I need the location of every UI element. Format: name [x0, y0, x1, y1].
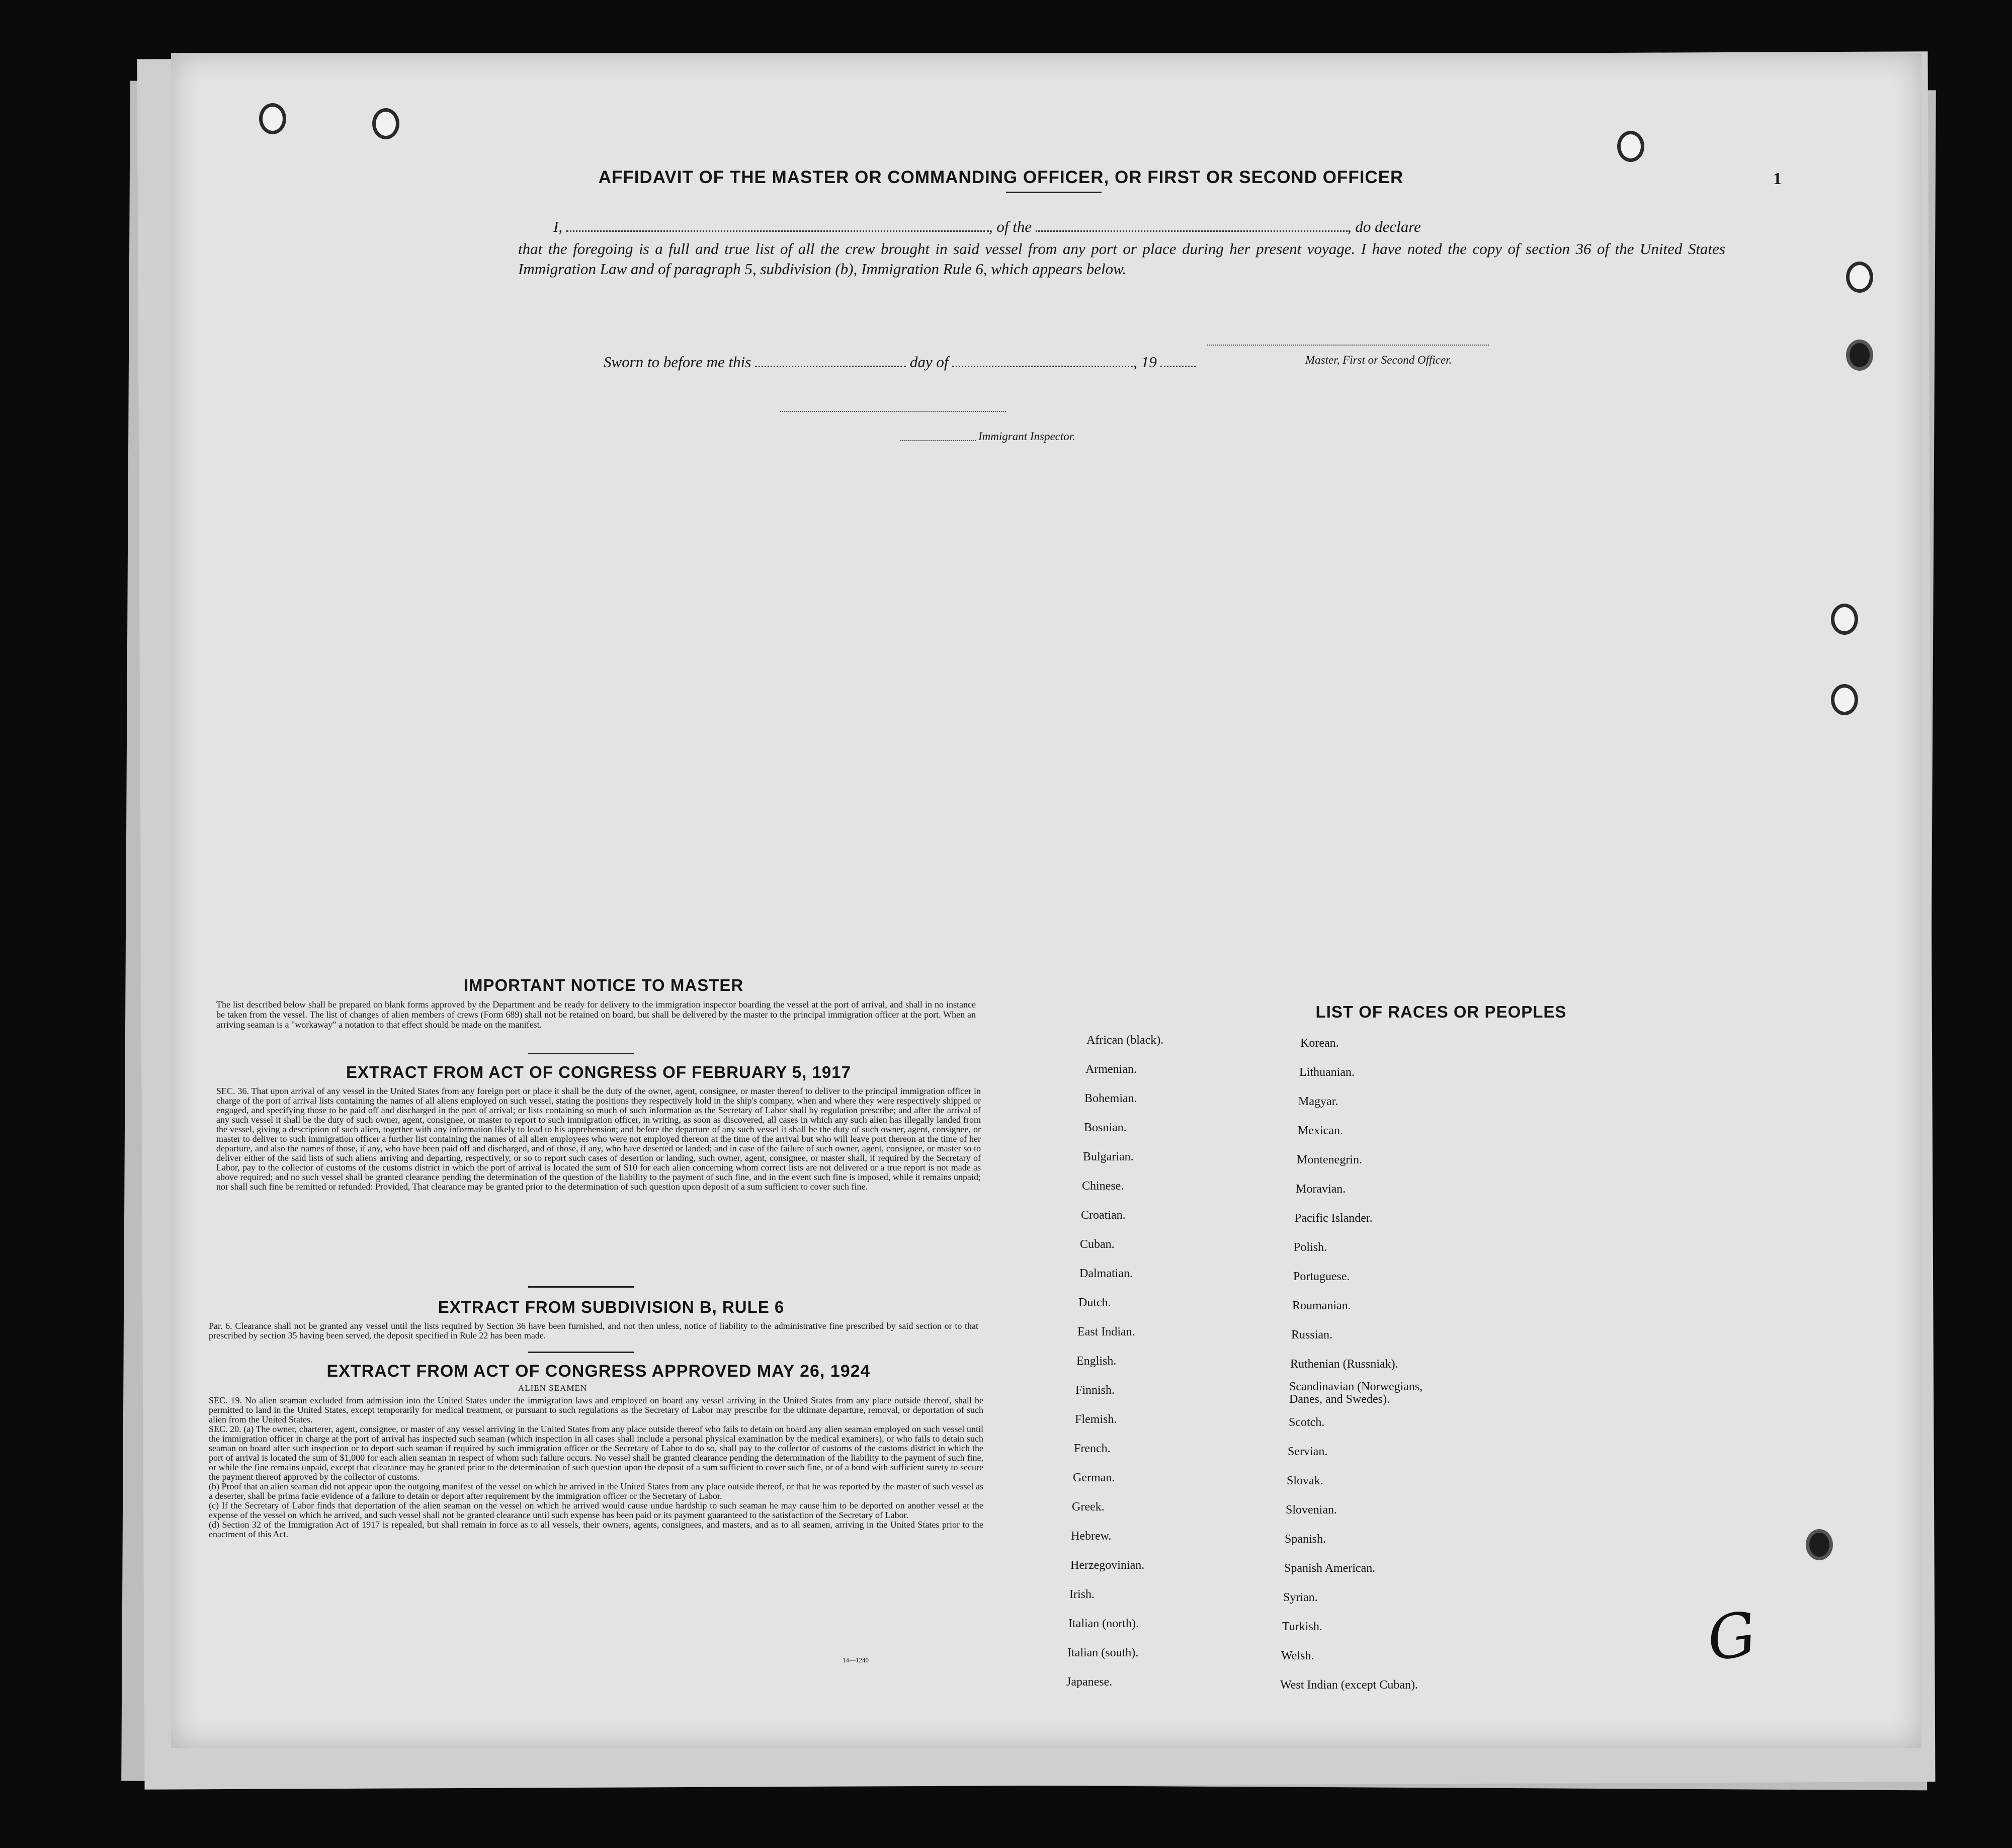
race-item: Herzegovinian. — [1070, 1559, 1145, 1572]
punch-hole — [372, 108, 399, 139]
race-item: Slovenian. — [1286, 1503, 1337, 1517]
race-item: Welsh. — [1281, 1649, 1314, 1662]
master-signature-line[interactable] — [1207, 345, 1489, 346]
race-item: Scandinavian (Norwegians, Danes, and Swedes). — [1289, 1380, 1423, 1406]
page-number: 1 — [1773, 170, 1782, 188]
race-item: Portuguese. — [1293, 1270, 1350, 1283]
notice-title: IMPORTANT NOTICE TO MASTER — [463, 976, 744, 994]
race-item: Servian. — [1288, 1445, 1328, 1458]
sworn-day-label: day of — [909, 353, 949, 371]
sworn-line — [604, 353, 1196, 371]
extract-rule6-text: Par. 6. Clearance shall not be granted any vessel until the lists required by Section 36 have been furnished, and not then unless, notice of liability to the administrative fine prescribed by said section or to that prescribed by section 35 having been served, the deposit specified in Rule 22 has been made. — [209, 1321, 978, 1340]
race-item: Moravian. — [1296, 1183, 1346, 1196]
race-item: Pacific Islander. — [1295, 1212, 1373, 1225]
race-item: French. — [1074, 1442, 1111, 1455]
sec-20c-text: (c) If the Secretary of Labor finds that deportation of the alien seaman on the vessel on which he arrived would cause undue hardship to such seaman he may cause him to be deported on another vessel at the expense of the vessel on which he arrived, and such vessel shall not be granted clearance until such expense has been paid or its payment guaranteed to the satisfaction of the Secretary of Labor. — [209, 1500, 983, 1520]
section-rule — [528, 1286, 634, 1288]
inspector-label: Immigrant Inspector. — [978, 430, 1075, 443]
sworn-day-field[interactable] — [755, 366, 906, 367]
inspector-dots — [900, 440, 976, 441]
race-item: African (black). — [1086, 1034, 1164, 1047]
race-item: Syrian. — [1283, 1591, 1318, 1604]
extract-1924-body — [209, 1396, 983, 1539]
race-item: East Indian. — [1077, 1325, 1135, 1338]
race-item: Ruthenian (Russniak). — [1290, 1358, 1398, 1371]
form-number: 14—1240 — [843, 1656, 869, 1664]
punch-hole — [1617, 131, 1644, 162]
section-rule — [528, 1053, 634, 1054]
race-item: Roumanian. — [1292, 1299, 1351, 1312]
declaration-line — [553, 218, 1710, 236]
race-item: Spanish American. — [1284, 1562, 1376, 1575]
sworn-year-field[interactable] — [1160, 366, 1196, 367]
race-item: Bosnian. — [1084, 1121, 1127, 1134]
races-title: LIST OF RACES OR PEOPLES — [1315, 1002, 1567, 1021]
punch-hole — [1831, 604, 1858, 635]
race-item: Korean. — [1300, 1037, 1339, 1050]
extract-1917-title: EXTRACT FROM ACT OF CONGRESS OF FEBRUARY 5, 1917 — [346, 1063, 851, 1081]
punch-hole — [1846, 262, 1873, 293]
race-item: Italian (south). — [1067, 1646, 1139, 1659]
declaration-body: that the foregoing is a full and true list of all the crew brought in said vessel from any port or place during her present voyage. I have noted the copy of section 36 of the United States Immigration Law and of paragraph 5, subdivision (b), Immigration Rule 6, which appears below. — [518, 240, 1725, 278]
race-item: Italian (north). — [1068, 1617, 1139, 1630]
alien-seamen-subtitle: ALIEN SEAMEN — [518, 1383, 588, 1393]
punch-hole — [1806, 1529, 1833, 1560]
master-signature-label: Master, First or Second Officer. — [1305, 354, 1452, 366]
punch-hole — [1831, 684, 1858, 715]
race-item: Dalmatian. — [1079, 1267, 1133, 1280]
extract-1917-text: SEC. 36. That upon arrival of any vessel in the United States from any foreign port or place it shall be the duty of the owner, agent, consignee, or master thereof to deliver to the principal immigration officer in charge of the port of arrival lists containing the names of all aliens employed on such vessel, stating the positions they respectively hold in the ship's company, when and where they were respectively shipped or engaged, and specifying those to be paid off and discharged in the port of arrival; or lists containing so much of such information as the Secretary of Labor shall by regulation prescribe; and after the arrival of any such vessel it shall be the duty of such owner, agent, consignee, or master to report to such immigration officer, in writing, as soon as discovered, all cases in which any such alien has illegally landed from the vessel, giving a description of such alien, together with any information likely to lead to his apprehension; and before the departure of any such vessel it shall be the duty of such owner, agent, consignee, or master to deliver to such immigration officer a further list containing the names of all alien employees who were not employed thereon at the time of the arrival but who will leave port thereon at the time of her departure, and also the names of those, if any, who have been paid off and discharged, and of those, if any, who have deserted or landed; and in case of the failure of such owner, agent, consignee, or master so to deliver either of the said lists of such aliens arriving and departing, respectively, or so to report such cases of desertion or landing, such owner, agent, consignee, or master shall, if required by the Secretary of Labor, pay to the collector of customs of the customs district in which the port of arrival is located the sum of $10 for each alien concerning whom correct lists are not delivered or a true report is not made as above required; and no such vessel shall be granted clearance pending the determination of the question of the liability to the payment of such fine, and in the event such fine is imposed, while it remains unpaid; nor shall such fine be remitted or refunded: Provided, That clearance may be granted prior to the determination of such question upon deposit of a sum sufficient to cover such fine. — [216, 1086, 981, 1192]
inspector-signature-line[interactable] — [780, 411, 1006, 412]
extract-1924-title: EXTRACT FROM ACT OF CONGRESS APPROVED MAY 26, 1924 — [326, 1362, 871, 1381]
sec-20a-text: SEC. 20. (a) The owner, charterer, agent, consignee, or master of any vessel arriving in the United States from any place outside thereof who fails to detain on board any alien seaman employed on such vessel until the immigration officer in charge at the port of arrival has inspected such seaman (which inspection in all cases shall include a personal physical examination by the medical examiners), or who fails to detain such seaman on board after such inspection or to deport such seaman if required by such immigration officer or the Secretary of Labor to do so, shall pay to the collector of customs of the customs district in which the port of arrival is located the sum of $1,000 for each alien seaman in respect of whom such failure occurs. No vessel shall be granted clearance pending the determination of the liability to the payment of such fine, or while the fine remains unpaid, except that clearance may be granted prior to the determination of such question upon the deposit of a sum sufficient to cover such fine, or of a bond with sufficient surety to secure the payment thereof approved by the collector of customs. — [209, 1424, 983, 1482]
punch-hole — [259, 103, 286, 134]
punch-hole — [1846, 340, 1873, 371]
race-item: Finnish. — [1075, 1384, 1115, 1397]
sec-20d-text: (d) Section 32 of the Immigration Act of 1917 is repealed, but shall remain in force as to all vessels, their owners, agents, consignees, and masters, and as to all seamen, arriving in the United States prior to the enactment of this Act. — [209, 1520, 983, 1539]
race-item: Flemish. — [1075, 1413, 1117, 1426]
declarant-name-field[interactable] — [566, 230, 989, 232]
document-page — [171, 53, 1921, 1748]
race-item: Bohemian. — [1084, 1092, 1137, 1105]
affidavit-title: AFFIDAVIT OF THE MASTER OR COMMANDING OFFICER, OR FIRST OR SECOND OFFICER — [598, 167, 1404, 187]
race-item: Spanish. — [1285, 1533, 1326, 1546]
race-item: Lithuanian. — [1299, 1066, 1355, 1079]
race-item: Japanese. — [1066, 1675, 1113, 1689]
section-rule — [528, 1352, 634, 1353]
race-item: West Indian (except Cuban). — [1280, 1678, 1418, 1692]
race-item: Hebrew. — [1071, 1530, 1112, 1543]
sworn-prefix: Sworn to before me this — [604, 353, 751, 371]
race-item: German. — [1073, 1471, 1115, 1484]
race-item: Armenian. — [1085, 1063, 1137, 1076]
declarant-prefix: I, — [553, 218, 563, 235]
declare-suffix: , do declare — [1347, 218, 1421, 235]
race-item: Polish. — [1294, 1241, 1327, 1254]
race-item: Chinese. — [1082, 1180, 1124, 1193]
sworn-year-label: , 19 — [1133, 353, 1157, 371]
title-rule — [1006, 192, 1102, 193]
sec-20b-text: (b) Proof that an alien seaman did not appear upon the outgoing manifest of the vessel on which he arrived in the United States from any place outside thereof, or that he was reported by the master of such vessel as a deserter, shall be prima facie evidence of a failure to detain or deport after requirement by the immigration officer or the Secretary of Labor. — [209, 1481, 983, 1501]
sec-19-text: SEC. 19. No alien seaman excluded from admission into the United States under the immigration laws and employed on board any vessel arriving in the United States from any place outside thereof, shall be permitted to land in the United States, except temporarily for medical treatment, or pursuant to such regulations as the Secretary of Labor may prescribe for the ultimate departure, removal, or deportation of such alien from the United States. — [209, 1395, 983, 1424]
race-item: Turkish. — [1282, 1620, 1322, 1633]
race-item: Dutch. — [1078, 1296, 1111, 1309]
race-item: Mexican. — [1298, 1124, 1343, 1137]
race-item: Russian. — [1291, 1328, 1333, 1341]
race-item: Cuban. — [1080, 1238, 1115, 1251]
race-item: Scotch. — [1289, 1416, 1325, 1429]
race-item: Magyar. — [1298, 1095, 1338, 1108]
vessel-name-field[interactable] — [1036, 230, 1348, 232]
race-item: Slovak. — [1287, 1474, 1323, 1487]
extract-rule6-title: EXTRACT FROM SUBDIVISION B, RULE 6 — [438, 1298, 785, 1316]
sworn-month-field[interactable] — [952, 366, 1133, 367]
race-item: Bulgarian. — [1083, 1150, 1134, 1163]
handwritten-mark: G — [1703, 1599, 1761, 1675]
race-item: Croatian. — [1081, 1209, 1126, 1222]
race-item: Greek. — [1072, 1500, 1105, 1514]
race-item: Irish. — [1069, 1588, 1095, 1601]
race-item: English. — [1076, 1355, 1117, 1368]
vessel-prefix: , of the — [988, 218, 1032, 235]
race-item: Montenegrin. — [1297, 1153, 1362, 1166]
notice-text: The list described below shall be prepared on blank forms approved by the Department and be ready for delivery to the immigration inspector boarding the vessel at the port of arrival, and shall in no instance be taken from the vessel. The list of changes of alien members of crews (Form 689) shall not be retained on board, but shall be delivered by the master to the principal immigration officer at the port. When an arriving seaman is a "workaway" a notation to that effect should be made on the manifest. — [216, 999, 976, 1030]
